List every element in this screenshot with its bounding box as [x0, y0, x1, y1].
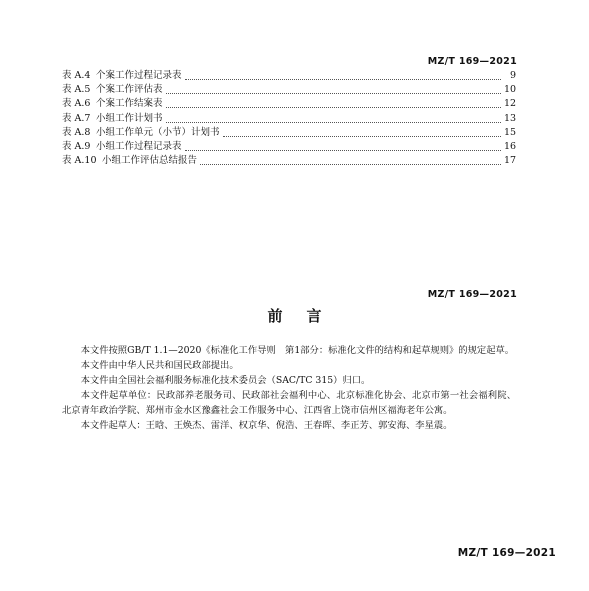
- footer-code: MZ/T 169—2021: [457, 547, 556, 559]
- toc-entry-page: 17: [504, 155, 517, 167]
- toc-entry[interactable]: [62, 112, 516, 126]
- toc-entry-id: 表 A.9: [62, 140, 91, 152]
- toc-entry-id: 表 A.4: [62, 70, 91, 81]
- toc-entry-page: 12: [504, 98, 517, 110]
- toc-entry-title: 个案工作评估表: [96, 84, 163, 96]
- preface-title: 前言: [267, 307, 346, 325]
- toc-leader-dots: [185, 69, 501, 80]
- preface-paragraph: 本文件由中华人民共和国民政部提出。: [80, 360, 239, 371]
- toc-entry-page: 15: [504, 126, 517, 138]
- toc-entry-title: 小组工作单元（小节）计划书: [96, 126, 220, 138]
- page-header-code: MZ/T 169—2021: [427, 56, 517, 67]
- toc-entry[interactable]: [62, 154, 516, 168]
- preface-paragraph: 本文件由全国社会福利服务标准化技术委员会（SAC/TC 315）归口。: [80, 375, 371, 386]
- toc-entry-id: 表 A.10: [62, 155, 97, 167]
- toc-entry[interactable]: [62, 83, 516, 97]
- toc-leader-dots: [166, 83, 501, 94]
- preface-paragraph: 本文件起草人：王晗、王焕杰、雷洋、权京华、倪浩、王春晖、李正芳、郭安海、李星震。: [80, 420, 453, 431]
- toc-leader-dots: [166, 97, 501, 108]
- toc-entry-page: 9: [509, 70, 516, 81]
- toc-entry-title: 小组工作过程记录表: [96, 140, 182, 152]
- toc-entry-id: 表 A.6: [62, 98, 91, 110]
- toc-entry-title: 小组工作评估总结报告: [102, 155, 198, 167]
- toc-leader-dots: [200, 154, 501, 165]
- toc-entry[interactable]: [62, 126, 516, 140]
- toc-entry-id: 表 A.5: [62, 84, 91, 96]
- toc-entry-title: 个案工作结案表: [96, 98, 163, 110]
- toc-entry[interactable]: [62, 97, 516, 111]
- preface-paragraph: 本文件按照GB/T 1.1—2020《标准化工作导则 第1部分：标准化文件的结构和起草规则》的规定起草。: [80, 345, 515, 356]
- toc-entry-page: 10: [504, 84, 517, 96]
- preface-body: [62, 343, 516, 433]
- toc-entry-page: 13: [504, 112, 517, 124]
- toc-leader-dots: [166, 112, 501, 123]
- toc-entry-title: 个案工作过程记录表: [96, 70, 182, 81]
- section-header-code: MZ/T 169—2021: [427, 289, 517, 300]
- toc-entry[interactable]: [62, 69, 516, 83]
- table-of-contents: [62, 69, 516, 168]
- preface-paragraph: 本文件起草单位：民政部养老服务司、民政部社会福利中心、北京标准化协会、北京市第一社会福利院、北京青年政治学院、郑州市金水区豫鑫社会工作服务中心、江西省上饶市信州区福海老年公寓。: [62, 390, 516, 416]
- toc-leader-dots: [185, 140, 501, 151]
- toc-entry-id: 表 A.8: [62, 126, 91, 138]
- toc-entry-id: 表 A.7: [62, 112, 91, 124]
- toc-entry-title: 小组工作计划书: [96, 112, 163, 124]
- toc-leader-dots: [223, 126, 501, 137]
- toc-entry-page: 16: [504, 140, 517, 152]
- toc-entry[interactable]: [62, 140, 516, 154]
